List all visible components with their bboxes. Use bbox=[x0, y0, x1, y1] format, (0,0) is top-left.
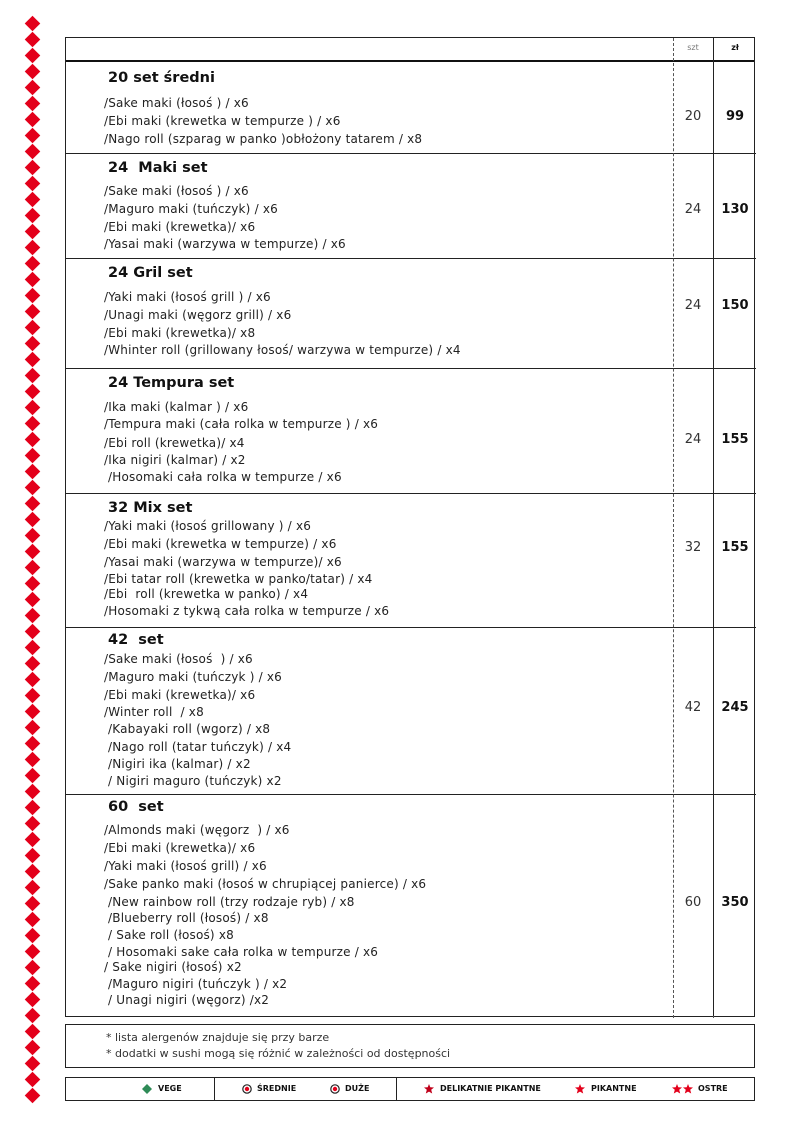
red-diamond-icon bbox=[25, 224, 41, 240]
set-quantity: 60 bbox=[684, 895, 702, 910]
red-diamond-icon bbox=[25, 384, 41, 400]
set-title: 24 Gril set bbox=[108, 265, 193, 281]
red-diamond-icon bbox=[25, 240, 41, 256]
red-diamond-icon bbox=[25, 640, 41, 656]
column-divider bbox=[713, 38, 714, 1016]
set-quantity: 20 bbox=[684, 109, 702, 124]
set-item: /Nago roll (szparag w panko )obłożony tatarem / x8 bbox=[104, 132, 423, 146]
set-item: /Ebi roll (krewetka w panko) / x4 bbox=[104, 587, 309, 601]
set-item: /Maguro nigiri (tuńczyk ) / x2 bbox=[104, 977, 288, 991]
set-price: 245 bbox=[721, 700, 749, 715]
set-price: 99 bbox=[725, 109, 745, 124]
red-diamond-icon bbox=[25, 16, 41, 32]
red-diamond-icon bbox=[25, 688, 41, 704]
legend-label-hot: OSTRE bbox=[698, 1084, 728, 1093]
set-quantity: 24 bbox=[684, 202, 702, 217]
set-title: 60 set bbox=[108, 799, 164, 815]
set-item: /Unagi maki (węgorz grill) / x6 bbox=[104, 308, 292, 322]
red-diamond-icon bbox=[25, 480, 41, 496]
red-diamond-icon bbox=[25, 1056, 41, 1072]
set-item: /Ika nigiri (kalmar) / x2 bbox=[104, 453, 246, 467]
set-title: 20 set średni bbox=[108, 70, 215, 86]
set-item: /Yasai maki (warzywa w tempurze) / x6 bbox=[104, 237, 346, 251]
set-block bbox=[66, 795, 756, 1018]
red-diamond-icon bbox=[25, 512, 41, 528]
set-item: /Yaki maki (łosoś grill) / x6 bbox=[104, 859, 267, 873]
set-item: /Tempura maki (cała rolka w tempurze ) / x6 bbox=[104, 417, 379, 431]
red-diamond-icon bbox=[25, 400, 41, 416]
red-diamond-icon bbox=[25, 784, 41, 800]
set-title: 32 Mix set bbox=[108, 500, 193, 516]
set-item: /Sake maki (łosoś ) / x6 bbox=[104, 184, 249, 198]
red-diamond-icon bbox=[25, 976, 41, 992]
set-item: / Sake roll (łosoś) x8 bbox=[104, 928, 234, 942]
red-diamond-icon bbox=[25, 112, 41, 128]
set-price: 155 bbox=[721, 432, 749, 447]
hot-icon bbox=[672, 1084, 694, 1094]
decorative-diamond-border bbox=[24, 18, 44, 1108]
red-diamond-icon bbox=[25, 720, 41, 736]
red-diamond-icon bbox=[25, 144, 41, 160]
red-diamond-icon bbox=[25, 80, 41, 96]
red-diamond-icon bbox=[25, 576, 41, 592]
set-item: /Hosomaki cała rolka w tempurze / x6 bbox=[104, 470, 342, 484]
mild-spicy-icon bbox=[424, 1084, 434, 1094]
set-item: /Winter roll / x8 bbox=[104, 705, 204, 719]
red-diamond-icon bbox=[25, 928, 41, 944]
set-item: /Almonds maki (węgorz ) / x6 bbox=[104, 823, 290, 837]
legend-label-medium: ŚREDNIE bbox=[257, 1084, 297, 1093]
legend-bar bbox=[65, 1077, 755, 1101]
set-title: 24 Tempura set bbox=[108, 375, 235, 391]
set-quantity: 32 bbox=[684, 540, 702, 555]
set-item: / Nigiri maguro (tuńczyk) x2 bbox=[104, 774, 282, 788]
set-item: /Ebi maki (krewetka)/ x6 bbox=[104, 688, 256, 702]
set-item: /Ebi maki (krewetka)/ x6 bbox=[104, 220, 256, 234]
set-title: 24 Maki set bbox=[108, 160, 208, 176]
legend-label-vege: VEGE bbox=[158, 1084, 182, 1093]
set-quantity: 24 bbox=[684, 432, 702, 447]
red-diamond-icon bbox=[25, 368, 41, 384]
sets-menu bbox=[65, 37, 755, 1017]
red-diamond-icon bbox=[25, 816, 41, 832]
set-block bbox=[66, 628, 756, 795]
red-diamond-icon bbox=[25, 192, 41, 208]
red-diamond-icon bbox=[25, 864, 41, 880]
red-diamond-icon bbox=[25, 544, 41, 560]
red-diamond-icon bbox=[25, 1040, 41, 1056]
legend-label-large: DUŻE bbox=[345, 1084, 370, 1093]
set-item: /Nago roll (tatar tuńczyk) / x4 bbox=[104, 740, 292, 754]
set-price: 130 bbox=[721, 202, 749, 217]
red-diamond-icon bbox=[25, 608, 41, 624]
red-diamond-icon bbox=[25, 624, 41, 640]
red-diamond-icon bbox=[25, 272, 41, 288]
set-item: /Nigiri ika (kalmar) / x2 bbox=[104, 757, 251, 771]
set-block bbox=[66, 494, 756, 628]
set-price: 150 bbox=[721, 298, 749, 313]
legend-divider bbox=[214, 1078, 215, 1100]
red-diamond-icon bbox=[25, 832, 41, 848]
availability-note: * dodatki w sushi mogą się różnić w zależności od dostępności bbox=[106, 1047, 451, 1060]
allergen-note: * lista alergenów znajduje się przy barze bbox=[106, 1031, 330, 1044]
set-item: /Ebi maki (krewetka)/ x8 bbox=[104, 326, 256, 340]
red-diamond-icon bbox=[25, 416, 41, 432]
set-item: /Yaki maki (łosoś grill ) / x6 bbox=[104, 290, 271, 304]
set-item: / Sake nigiri (łosoś) x2 bbox=[104, 960, 242, 974]
red-diamond-icon bbox=[25, 1088, 41, 1104]
red-diamond-icon bbox=[25, 176, 41, 192]
red-diamond-icon bbox=[25, 464, 41, 480]
set-item: /Sake maki (łosoś ) / x6 bbox=[104, 652, 253, 666]
legend-label-mild-spicy: DELIKATNIE PIKANTNE bbox=[440, 1084, 541, 1093]
price-column-header: zł bbox=[731, 43, 739, 52]
set-price: 155 bbox=[721, 540, 749, 555]
red-diamond-icon bbox=[25, 736, 41, 752]
red-diamond-icon bbox=[25, 160, 41, 176]
red-diamond-icon bbox=[25, 656, 41, 672]
set-item: /Ebi maki (krewetka w tempurze ) / x6 bbox=[104, 114, 341, 128]
red-diamond-icon bbox=[25, 944, 41, 960]
set-quantity: 42 bbox=[684, 700, 702, 715]
set-item: /Maguro maki (tuńczyk ) / x6 bbox=[104, 670, 282, 684]
red-diamond-icon bbox=[25, 96, 41, 112]
set-title: 42 set bbox=[108, 632, 164, 648]
set-item: /Whinter roll (grillowany łosoś/ warzywa w tempurze) / x4 bbox=[104, 343, 461, 357]
red-diamond-icon bbox=[25, 352, 41, 368]
red-diamond-icon bbox=[25, 704, 41, 720]
red-diamond-icon bbox=[25, 320, 41, 336]
red-diamond-icon bbox=[25, 960, 41, 976]
set-item: /Ebi roll (krewetka)/ x4 bbox=[104, 436, 245, 450]
set-price: 350 bbox=[721, 895, 749, 910]
red-diamond-icon bbox=[25, 672, 41, 688]
set-block bbox=[66, 154, 756, 259]
set-item: / Unagi nigiri (węgorz) /x2 bbox=[104, 993, 270, 1007]
red-diamond-icon bbox=[25, 592, 41, 608]
spicy-icon bbox=[575, 1084, 585, 1094]
set-item: /Ebi maki (krewetka)/ x6 bbox=[104, 841, 256, 855]
set-item: /Yaki maki (łosoś grillowany ) / x6 bbox=[104, 519, 312, 533]
set-block bbox=[66, 369, 756, 494]
red-diamond-icon bbox=[25, 64, 41, 80]
red-diamond-icon bbox=[25, 992, 41, 1008]
red-diamond-icon bbox=[25, 1072, 41, 1088]
legend-divider bbox=[396, 1078, 397, 1100]
red-diamond-icon bbox=[25, 1008, 41, 1024]
red-diamond-icon bbox=[25, 496, 41, 512]
red-diamond-icon bbox=[25, 912, 41, 928]
red-diamond-icon bbox=[25, 560, 41, 576]
set-item: /Hosomaki z tykwą cała rolka w tempurze / x6 bbox=[104, 604, 390, 618]
red-diamond-icon bbox=[25, 288, 41, 304]
quantity-column-header: szt bbox=[687, 43, 699, 52]
set-block bbox=[66, 60, 756, 154]
red-diamond-icon bbox=[25, 432, 41, 448]
red-diamond-icon bbox=[25, 528, 41, 544]
set-item: /Ebi maki (krewetka w tempurze) / x6 bbox=[104, 537, 337, 551]
set-item: /New rainbow roll (trzy rodzaje ryb) / x8 bbox=[104, 895, 355, 909]
red-diamond-icon bbox=[25, 448, 41, 464]
legend-label-spicy: PIKANTNE bbox=[591, 1084, 637, 1093]
red-diamond-icon bbox=[25, 208, 41, 224]
set-item: /Blueberry roll (łosoś) / x8 bbox=[104, 911, 269, 925]
red-diamond-icon bbox=[25, 336, 41, 352]
set-item: /Ebi tatar roll (krewetka w panko/tatar) / x4 bbox=[104, 572, 373, 586]
large-ring-icon bbox=[330, 1084, 340, 1094]
notes-box bbox=[65, 1024, 755, 1068]
red-diamond-icon bbox=[25, 752, 41, 768]
green-diamond-icon bbox=[142, 1084, 152, 1094]
red-diamond-icon bbox=[25, 768, 41, 784]
red-diamond-icon bbox=[25, 128, 41, 144]
menu-header bbox=[66, 38, 754, 62]
red-diamond-icon bbox=[25, 896, 41, 912]
red-diamond-icon bbox=[25, 848, 41, 864]
red-diamond-icon bbox=[25, 48, 41, 64]
set-item: / Hosomaki sake cała rolka w tempurze / x6 bbox=[104, 945, 379, 959]
set-item: /Sake maki (łosoś ) / x6 bbox=[104, 96, 249, 110]
set-item: /Maguro maki (tuńczyk) / x6 bbox=[104, 202, 278, 216]
set-item: /Ika maki (kalmar ) / x6 bbox=[104, 400, 249, 414]
red-diamond-icon bbox=[25, 32, 41, 48]
set-item: /Kabayaki roll (wgorz) / x8 bbox=[104, 722, 271, 736]
set-item: /Yasai maki (warzywa w tempurze)/ x6 bbox=[104, 555, 342, 569]
red-diamond-icon bbox=[25, 1024, 41, 1040]
red-diamond-icon bbox=[25, 256, 41, 272]
red-diamond-icon bbox=[25, 880, 41, 896]
column-divider bbox=[673, 38, 674, 1018]
set-quantity: 24 bbox=[684, 298, 702, 313]
red-diamond-icon bbox=[25, 304, 41, 320]
set-item: /Sake panko maki (łosoś w chrupiącej panierce) / x6 bbox=[104, 877, 427, 891]
set-block bbox=[66, 259, 756, 369]
medium-ring-icon bbox=[242, 1084, 252, 1094]
red-diamond-icon bbox=[25, 800, 41, 816]
